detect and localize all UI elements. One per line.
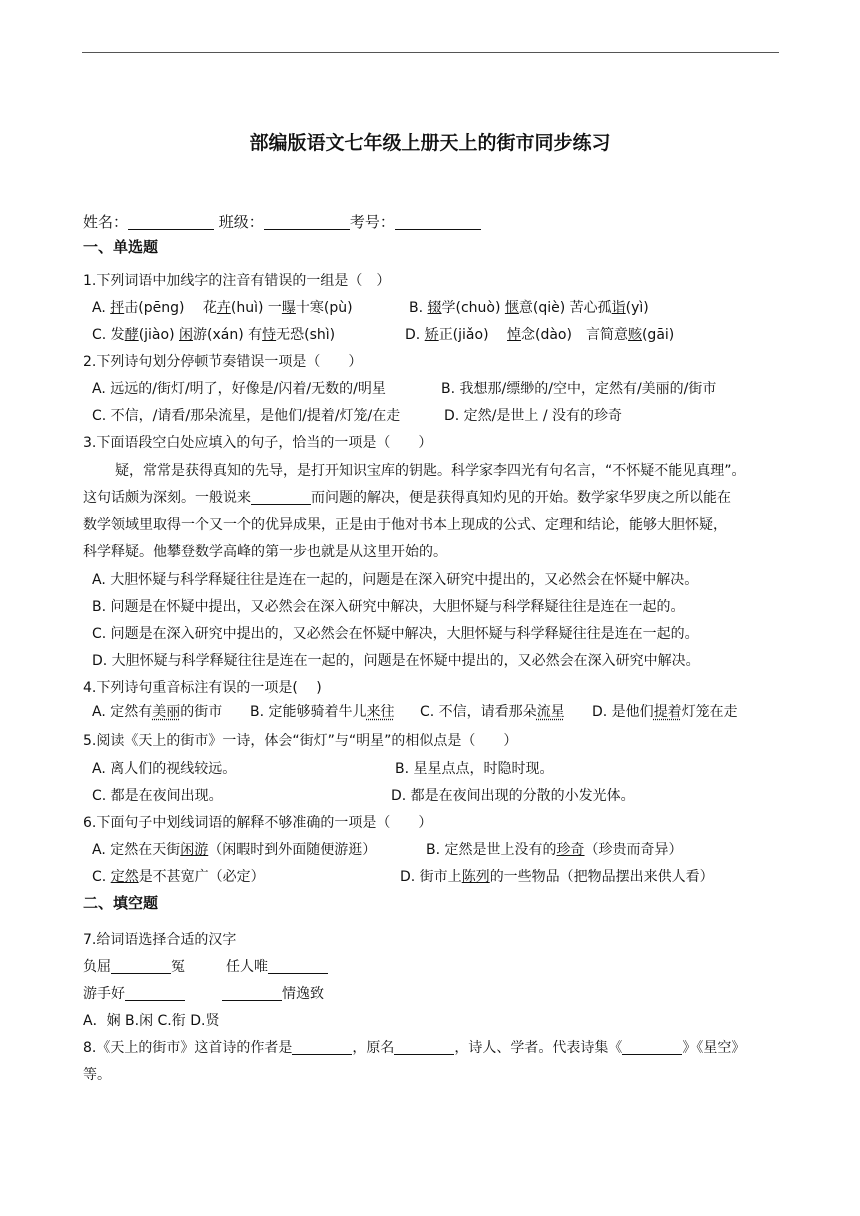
question-3-option-a[interactable]: A. 大胆怀疑与科学释疑往往是连在一起的，问题是在深入研究中提出的，又必然会在怀疑中解决。: [92, 572, 699, 588]
question-4-option-d[interactable]: D. 是他们提着灯笼在走: [592, 704, 738, 720]
id-field[interactable]: [395, 215, 481, 230]
question-7-options: A．娴 B.闲 C.衔 D.贤: [83, 1013, 220, 1029]
question-3-option-d[interactable]: D. 大胆怀疑与科学释疑往往是连在一起的，问题是在怀疑中提出的，又必然会在深入研究中解决。: [92, 653, 700, 669]
question-6-option-c[interactable]: C. 定然是不甚宽广（必定）: [92, 869, 265, 885]
question-1-option-c[interactable]: C. 发酵(jiào) 闲游(xán) 有恃无恐(shì): [92, 327, 336, 343]
question-3-passage-line-4: 科学释疑。他攀登数学高峰的第一步也就是从这里开始的。: [83, 544, 447, 560]
question-7-blank-1[interactable]: [111, 959, 171, 974]
question-7-row-2b: 情逸致: [222, 983, 324, 1003]
question-3-option-b[interactable]: B. 问题是在怀疑中提出，又必然会在深入研究中解决，大胆怀疑与科学释疑往往是连在一起的。: [92, 599, 685, 615]
question-6-option-a[interactable]: A. 定然在天街闲游（闲暇时到外面随便游逛）: [92, 842, 377, 858]
question-2-stem: 2.下列诗句划分停顿节奏错误一项是（ ）: [83, 354, 363, 370]
question-7-row-2: 游手好: [83, 983, 185, 1003]
question-7-row-1: 负屈 冤: [83, 959, 185, 975]
question-4-option-b[interactable]: B. 定能够骑着牛儿来往: [250, 704, 395, 720]
question-3-option-c[interactable]: C. 问题是在深入研究中提出的，又必然会在怀疑中解决，大胆怀疑与科学释疑往往是连在一起的。: [92, 626, 699, 642]
section-heading-2: 二、填空题: [83, 894, 159, 912]
header-rule: [82, 52, 779, 53]
question-6-option-d[interactable]: D. 街市上陈列的一些物品（把物品摆出来供人看）: [400, 869, 714, 885]
question-3-blank[interactable]: [251, 490, 311, 505]
question-1-stem: 1.下列词语中加线字的注音有错误的一组是（ ）: [83, 273, 391, 289]
question-1-option-a[interactable]: A. 抨击(pēng) 花卉(huì) 一曝十寒(pù): [92, 300, 353, 316]
name-label: 姓名：: [83, 213, 129, 231]
question-8-blank-3[interactable]: [622, 1040, 682, 1055]
question-3-passage-line-1: 疑，常常是获得真知的先导，是打开知识宝库的钥匙。科学家李四光有句名言，“不怀疑不能见真理”。: [115, 463, 746, 479]
question-8-blank-1[interactable]: [292, 1040, 352, 1055]
class-label: 班级：: [218, 213, 264, 231]
id-label: 考号：: [349, 213, 395, 231]
question-5-option-d[interactable]: D. 都是在夜间出现的分散的小发光体。: [391, 788, 635, 804]
section-heading-1: 一、单选题: [83, 238, 159, 256]
question-1-option-d[interactable]: D. 矫正(jiǎo) 悼念(dào) 言简意赅(gāi): [405, 327, 675, 343]
question-3-passage-line-2: 这句话颇为深刻。一般说来 而问题的解决，便是获得真知灼见的开始。数学家华罗庚之所以能在: [83, 490, 731, 506]
question-2-option-a[interactable]: A. 远远的/街灯/明了，好像是/闪着/无数的/明星: [92, 381, 386, 397]
question-4-stem: 4.下列诗句重音标注有误的一项是( ): [83, 680, 322, 696]
question-4-option-c[interactable]: C. 不信，请看那朵流星: [420, 704, 565, 720]
question-3-stem: 3.下面语段空白处应填入的句子，恰当的一项是（ ）: [83, 435, 433, 451]
question-3-passage-line-3: 数学领域里取得一个又一个的优异成果，正是由于他对书本上现成的公式、定理和结论，能够大胆怀疑，: [83, 517, 727, 533]
student-info-line: [83, 211, 481, 232]
question-6-stem: 6.下面句子中划线词语的解释不够准确的一项是（ ）: [83, 815, 433, 831]
name-field[interactable]: [128, 215, 214, 230]
question-6-option-b[interactable]: B. 定然是世上没有的珍奇（珍贵而奇异）: [426, 842, 683, 858]
question-7-blank-2[interactable]: [268, 959, 328, 974]
question-7-stem: 7.给词语选择合适的汉字: [83, 932, 237, 948]
question-5-option-a[interactable]: A. 离人们的视线较远。: [92, 761, 237, 777]
question-7-blank-4[interactable]: [222, 986, 282, 1001]
question-2-option-b[interactable]: B. 我想那/缥缈的/空中，定然有/美丽的/街市: [441, 381, 717, 397]
class-field[interactable]: [264, 215, 350, 230]
page-title: 部编版语文七年级上册天上的街市同步练习: [249, 132, 611, 154]
question-8-line-1: 8.《天上的街市》这首诗的作者是 ，原名 ，诗人、学者。代表诗集《 》《星空》: [83, 1040, 746, 1056]
question-4-option-a[interactable]: A. 定然有美丽的街市: [92, 704, 223, 720]
question-5-stem: 5.阅读《天上的街市》一诗，体会“街灯”与“明星”的相似点是（ ）: [83, 733, 518, 749]
question-7-row-1b: 任人唯: [226, 956, 328, 976]
question-2-option-d[interactable]: D. 定然/是世上 / 没有的珍奇: [444, 408, 623, 424]
question-5-option-c[interactable]: C. 都是在夜间出现。: [92, 788, 223, 804]
question-5-option-b[interactable]: B. 星星点点，时隐时现。: [395, 761, 554, 777]
question-2-option-c[interactable]: C. 不信，/请看/那朵流星，是他们/提着/灯笼/在走: [92, 408, 401, 424]
question-1-option-b[interactable]: B. 辍学(chuò) 惬意(qiè) 苦心孤诣(yì): [409, 300, 649, 316]
question-7-blank-3[interactable]: [125, 986, 185, 1001]
question-8-blank-2[interactable]: [394, 1040, 454, 1055]
question-8-line-2: 等。: [83, 1067, 111, 1083]
